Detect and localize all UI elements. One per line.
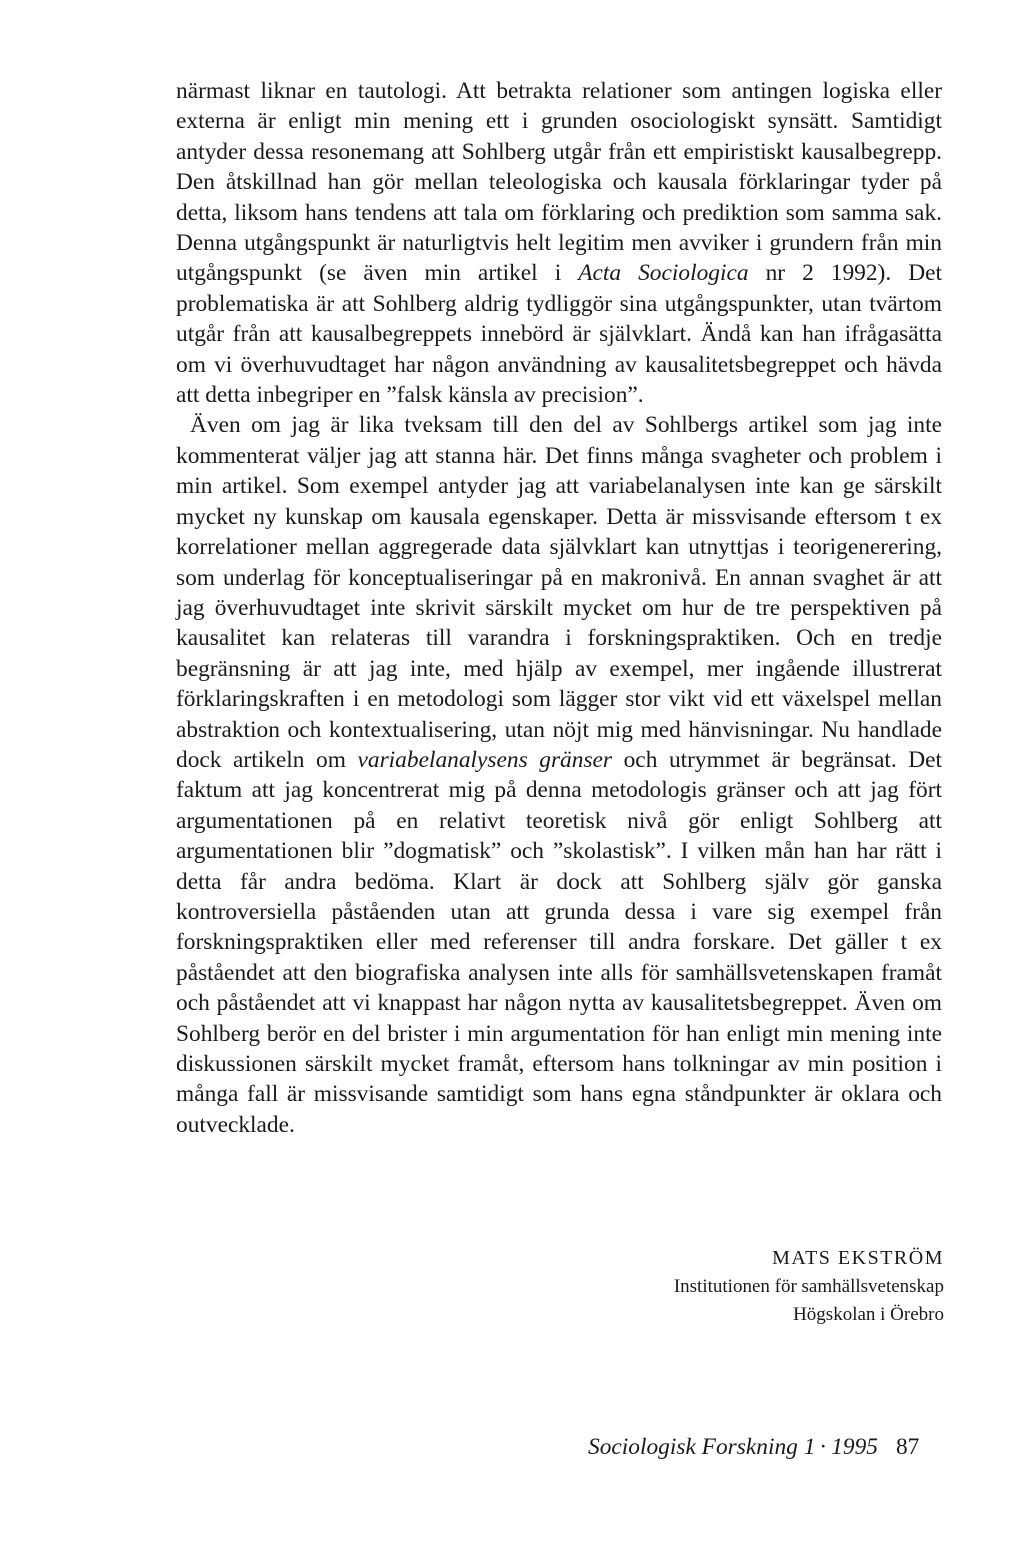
paragraph-2	[176, 410, 942, 1140]
running-footer	[588, 1432, 944, 1462]
footer-year: 1995	[831, 1434, 878, 1460]
author-school: Högskolan i Örebro	[793, 1304, 944, 1325]
article-title-variabelanalysens-granser: variabelanalysens gränser	[357, 746, 613, 773]
author-name: MATS EKSTRÖM	[772, 1247, 944, 1269]
paragraph-1-text-a: närmast liknar en tautologi. Att betrakta relationer som antingen logiska eller externa är enligt min mening ett i grunden osociologiskt synsätt. Samtidigt antyder dessa resonemang att Sohlberg utgår från ett empiristiskt kausalbegrepp. Den åtskillnad han gör mellan teleologiska och kausala förklaringar tyder på detta, liksom hans tendens att tala om förklaring och prediktion som samma sak. Denna utgångspunkt är naturligtvis helt legitim men avviker i grundern från min utgångspunkt (se även min artikel i	[176, 78, 942, 287]
paragraph-1-text-b: nr 2 1992). Det problematiska är att Sohlberg aldrig tydliggör sina utgångspunkter, utan tvärtom utgår från att kausalbegreppets innebörd är självklart. Ändå kan han ifrågasätta om vi överhuvudtaget har någon användning av kausalitetsbegreppet och hävda att detta inbegriper en ”falsk känsla av precision”.	[176, 260, 942, 409]
paragraph-2-text-a: Även om jag är lika tveksam till den del av Sohlbergs artikel som jag inte kommenterat väljer jag att stanna här. Det finns många svagheter och problem i min artikel. Som exempel antyder jag att variabelanalysen inte kan ge särskilt mycket ny kunskap om kausala egenskaper. Detta är missvisande eftersom t ex korrelationer mellan aggregerade data självklart kan utnyttjas i teorigenerering, som underlag för konceptualiseringar på en makronivå. En annan svaghet är att jag överhuvudtaget inte skrivit särskilt mycket om hur de tre perspektiven på kausalitet kan relateras till varandra i forskningspraktiken. Och en tredje begränsning är att jag inte, med hjälp av exempel, mer ingående illustrerat förklaringskraften i en metodologi som lägger stor vikt vid ett växelspel mellan abstraktion och kontextualisering, utan nöjt mig med hänvisningar. Nu handlade dock artikeln om	[176, 412, 942, 773]
author-institution: Institutionen för samhällsvetenskap	[673, 1276, 944, 1297]
author-signature	[674, 1243, 944, 1329]
paragraph-1	[176, 76, 942, 410]
article-body	[176, 76, 942, 1140]
footer-issue: 1	[803, 1434, 816, 1460]
footer-journal-name: Sociologisk Forskning	[588, 1434, 798, 1460]
footer-separator: ·	[819, 1434, 828, 1460]
paragraph-2-text-b: och utrymmet är begränsat. Det faktum att jag koncentrerat mig på denna metodologis gränser och att jag fört argumentationen på en relativt teoretisk nivå gör enligt Sohlberg att argumentationen blir ”dogmatisk” och ”skolastisk”. I vilken mån han har rätt i detta får andra bedöma. Klart är dock att Sohlberg själv gör ganska kontroversiella påståenden utan att grunda dessa i vare sig exempel från forskningspraktiken eller med referenser till andra forskare. Det gäller t ex påståendet att den biografiska analysen inte alls för samhällsvetenskapen framåt och påståendet att vi knappast har någon nytta av kausalitetsbegreppet. Även om Sohlberg berör en del brister i min argumentation för han enligt min mening inte diskussionen särskilt mycket framåt, eftersom hans tolkningar av min position i många fall är missvisande samtidigt som hans egna ståndpunkter är oklara och outvecklade.	[176, 746, 943, 1138]
journal-title-acta-sociologica: Acta Sociologica	[578, 260, 749, 287]
page-number: 87	[895, 1434, 920, 1460]
